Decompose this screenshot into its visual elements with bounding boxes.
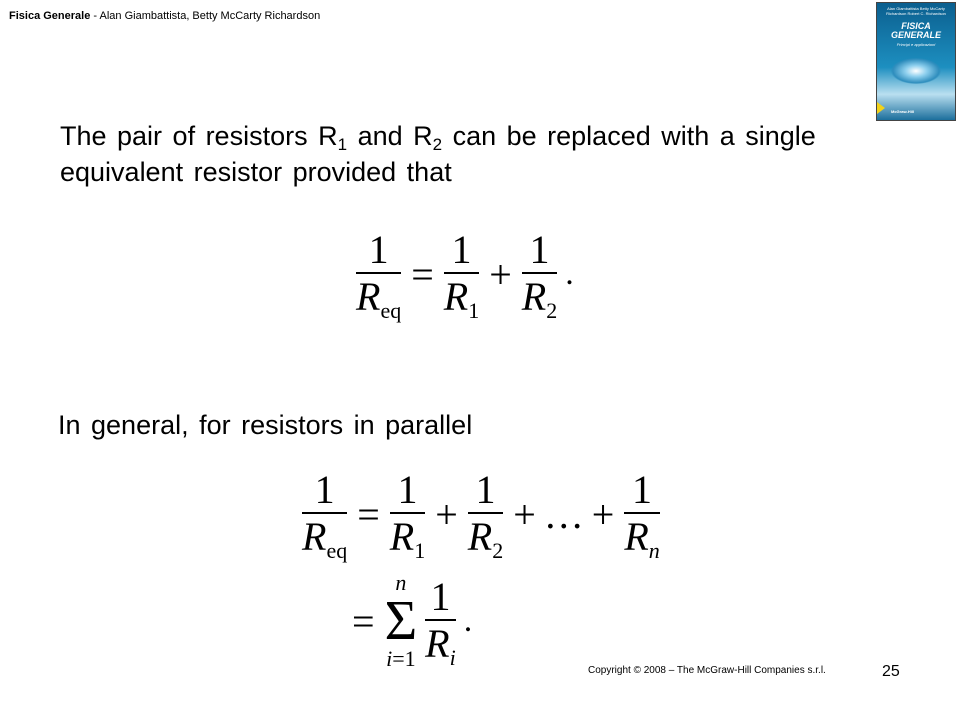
end-period: . (463, 602, 473, 639)
fraction-term2 (467, 467, 504, 563)
fraction-lhs (356, 227, 402, 323)
cover-publisher: McGraw-Hill (891, 109, 915, 114)
header-separator: - (90, 10, 100, 22)
book-title: Fisica Generale (9, 10, 91, 22)
equals-sign: = (357, 491, 380, 537)
equals-sign: = (352, 598, 375, 644)
para1-subscript-2: 2 (432, 135, 443, 154)
para1-text-c: can be replaced with a single equivalent resistor provided that (60, 121, 816, 187)
denominator: $R_2$ (467, 514, 504, 563)
plus-sign: + (435, 491, 458, 537)
equation-summation (352, 572, 472, 670)
numerator: 1 (529, 227, 550, 272)
para1-text-b: and R (347, 121, 433, 151)
book-authors: Alan Giambattista, Betty McCarty Richardson (99, 10, 321, 22)
water-drop-illustration (891, 58, 941, 84)
para1-text-a: The pair of resistors R (60, 121, 338, 151)
equals-sign: = (411, 251, 434, 297)
plus-sign: + (591, 491, 615, 537)
intro-paragraph (60, 118, 850, 190)
end-period: . (565, 255, 574, 292)
cover-triangle-mark (877, 102, 885, 114)
lower-limit: i=1 (386, 646, 416, 671)
page-number: 25 (882, 663, 900, 680)
numerator: 1 (314, 467, 335, 512)
ellipsis: … (543, 491, 584, 537)
numerator: 1 (430, 574, 451, 619)
equation-two-resistors (352, 227, 574, 323)
fraction-term1 (443, 227, 480, 323)
equation-n-resistors (298, 467, 664, 563)
numerator: 1 (451, 227, 472, 272)
book-cover-image (876, 2, 956, 121)
cover-title: FISICA GENERALE (890, 21, 941, 40)
copyright-footer: Copyright © 2008 – The McGraw-Hill Companies s.r.l. (588, 665, 826, 676)
cover-subtitle: Principi e applicazioni (896, 42, 936, 47)
numerator: 1 (368, 227, 389, 272)
denominator: $R_1$ (443, 274, 480, 323)
fraction-term-n (624, 467, 660, 563)
denominator: $R_i$ (425, 621, 456, 670)
para1-subscript-1: 1 (337, 135, 348, 154)
summation-symbol (385, 572, 418, 670)
denominator: $R_n$ (624, 514, 660, 563)
fraction-term2 (521, 227, 558, 323)
denominator: $R_1$ (389, 514, 426, 563)
plus-sign: + (489, 251, 512, 297)
numerator: 1 (397, 467, 418, 512)
fraction-term1 (389, 467, 426, 563)
sigma-glyph: Σ (384, 590, 418, 652)
general-paragraph: In general, for resistors in parallel (58, 410, 473, 440)
denominator: $R_{eq}$ (356, 274, 402, 323)
numerator: 1 (475, 467, 496, 512)
fraction-lhs (302, 467, 348, 563)
fraction-summand (425, 574, 456, 670)
cover-authors: Alan Giambattista Betty McCarty Richardson Robert C. Richardson (886, 6, 946, 16)
plus-sign: + (513, 491, 536, 537)
denominator: $R_{eq}$ (302, 514, 348, 563)
slide-header (9, 10, 320, 22)
denominator: $R_2$ (521, 274, 558, 323)
upper-limit: n (395, 570, 407, 595)
numerator: 1 (632, 467, 653, 512)
